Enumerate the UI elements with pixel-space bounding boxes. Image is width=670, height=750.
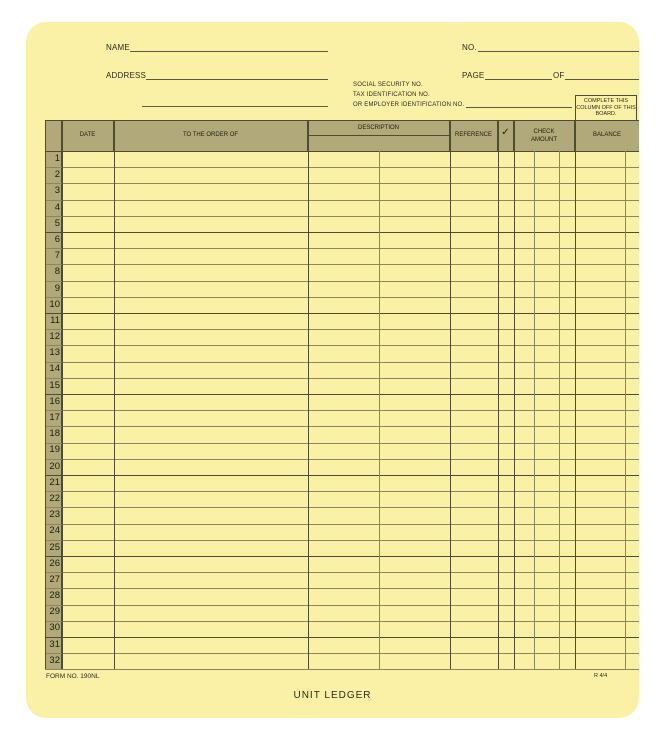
row-rule bbox=[45, 540, 639, 541]
row-rule bbox=[45, 426, 639, 427]
row-rule bbox=[45, 167, 639, 168]
name-label: NAME bbox=[106, 43, 130, 52]
ledger-title: UNIT LEDGER bbox=[293, 690, 372, 701]
reference-header bbox=[450, 120, 498, 151]
address-field-2[interactable] bbox=[142, 106, 328, 107]
row-rule bbox=[45, 394, 639, 395]
of-field[interactable] bbox=[565, 79, 639, 80]
ssn-field[interactable] bbox=[466, 107, 572, 108]
row-rule bbox=[45, 216, 639, 217]
row-number: 6 bbox=[54, 233, 60, 245]
date-header-label: DATE bbox=[79, 132, 96, 138]
row-number: 9 bbox=[54, 282, 60, 294]
row-rule bbox=[45, 183, 639, 184]
row-rule bbox=[45, 151, 639, 152]
row-number: 15 bbox=[49, 379, 60, 391]
row-number: 1 bbox=[54, 153, 60, 164]
row-number: 5 bbox=[54, 217, 60, 229]
row-rule bbox=[45, 605, 639, 606]
row-rule bbox=[45, 653, 639, 654]
row-number: 23 bbox=[49, 509, 60, 521]
order-header bbox=[114, 120, 308, 151]
row-number: 17 bbox=[49, 412, 60, 423]
ssn-label-3: OR EMPLOYER IDENTIFICATION NO. bbox=[353, 102, 465, 108]
column-rule bbox=[114, 120, 115, 669]
description-header-label: DESCRIPTION bbox=[357, 125, 399, 131]
name-field[interactable] bbox=[130, 51, 328, 52]
column-rule bbox=[45, 120, 46, 669]
row-rule bbox=[45, 281, 639, 282]
row-number: 16 bbox=[49, 395, 60, 407]
column-rule bbox=[450, 120, 451, 669]
row-number: 22 bbox=[49, 492, 60, 504]
form-number: FORM NO. 190NL bbox=[46, 673, 100, 680]
no-field[interactable] bbox=[478, 51, 639, 52]
check-mark-icon: ✓ bbox=[501, 127, 510, 138]
row-number: 18 bbox=[49, 428, 60, 440]
row-rule bbox=[45, 232, 639, 233]
row-rule bbox=[45, 200, 639, 201]
of-label: OF bbox=[553, 71, 565, 80]
row-number: 4 bbox=[54, 201, 60, 213]
revision-code: R 4/4 bbox=[594, 673, 608, 679]
row-number: 10 bbox=[49, 298, 60, 310]
row-number: 3 bbox=[54, 185, 60, 197]
column-rule bbox=[575, 120, 576, 669]
row-rule bbox=[45, 475, 639, 476]
page-field[interactable] bbox=[485, 79, 552, 80]
row-rule bbox=[45, 669, 639, 670]
order-header-label: TO THE ORDER OF bbox=[182, 132, 239, 138]
check-amount-header-label: CHECK AMOUNT bbox=[531, 129, 557, 143]
column-rule bbox=[62, 120, 63, 669]
column-rule bbox=[498, 120, 499, 669]
balance-note: COMPLETE THIS COLUMN OFF OF THIS BOARD. bbox=[575, 95, 637, 120]
description-header bbox=[308, 120, 450, 151]
row-number: 30 bbox=[49, 622, 60, 634]
row-number: 29 bbox=[49, 606, 60, 618]
ssn-label-2: TAX IDENTIFICATION NO. bbox=[353, 92, 430, 98]
row-rule bbox=[45, 507, 639, 508]
row-rule bbox=[45, 637, 639, 638]
row-number: 32 bbox=[49, 654, 60, 666]
row-number: 21 bbox=[49, 476, 60, 488]
subcolumn-rule bbox=[379, 151, 380, 669]
check-mark-header bbox=[498, 120, 514, 151]
row-rule bbox=[45, 524, 639, 525]
check-amount-header bbox=[514, 120, 575, 151]
page-label: PAGE bbox=[462, 71, 485, 80]
subcolumn-rule bbox=[534, 151, 535, 669]
row-number: 28 bbox=[49, 590, 60, 602]
row-rule bbox=[45, 588, 639, 589]
row-rule bbox=[45, 443, 639, 444]
row-number: 25 bbox=[49, 541, 60, 553]
row-number-header bbox=[45, 120, 62, 151]
row-rule bbox=[45, 248, 639, 249]
grid-top-rule bbox=[45, 120, 639, 121]
row-rule bbox=[45, 362, 639, 363]
row-rule bbox=[45, 378, 639, 379]
row-rule bbox=[45, 313, 639, 314]
row-rule bbox=[45, 264, 639, 265]
row-number: 2 bbox=[54, 169, 60, 181]
row-rule bbox=[45, 297, 639, 298]
address-field-1[interactable] bbox=[146, 79, 328, 80]
row-number: 27 bbox=[49, 573, 60, 585]
row-number: 26 bbox=[49, 557, 60, 569]
description-divider bbox=[308, 135, 449, 136]
row-rule bbox=[45, 410, 639, 411]
row-number: 14 bbox=[49, 363, 60, 375]
date-header bbox=[62, 120, 114, 151]
row-rule bbox=[45, 491, 639, 492]
address-label: ADDRESS bbox=[106, 71, 147, 80]
balance-header bbox=[575, 120, 639, 151]
row-number: 20 bbox=[49, 460, 60, 472]
row-number: 24 bbox=[49, 525, 60, 537]
no-label: NO. bbox=[462, 43, 477, 52]
row-number: 11 bbox=[50, 314, 60, 326]
row-rule bbox=[45, 459, 639, 460]
ledger-card bbox=[26, 22, 639, 718]
row-number: 31 bbox=[49, 638, 60, 650]
row-number: 19 bbox=[49, 444, 60, 456]
row-number: 12 bbox=[49, 331, 60, 343]
row-rule bbox=[45, 621, 639, 622]
row-rule bbox=[45, 572, 639, 573]
ssn-label-1: SOCIAL SECURITY NO. bbox=[353, 82, 423, 88]
column-rule bbox=[308, 120, 309, 669]
subcolumn-rule bbox=[625, 151, 626, 669]
column-rule bbox=[514, 120, 515, 669]
subcolumn-rule bbox=[559, 151, 560, 669]
reference-header-label: REFERENCE bbox=[454, 132, 492, 138]
row-rule bbox=[45, 345, 639, 346]
row-rule bbox=[45, 556, 639, 557]
balance-header-label: BALANCE bbox=[592, 132, 621, 138]
row-rule bbox=[45, 329, 639, 330]
row-number: 8 bbox=[54, 266, 60, 278]
row-number: 7 bbox=[54, 250, 60, 262]
row-number: 13 bbox=[49, 347, 60, 359]
